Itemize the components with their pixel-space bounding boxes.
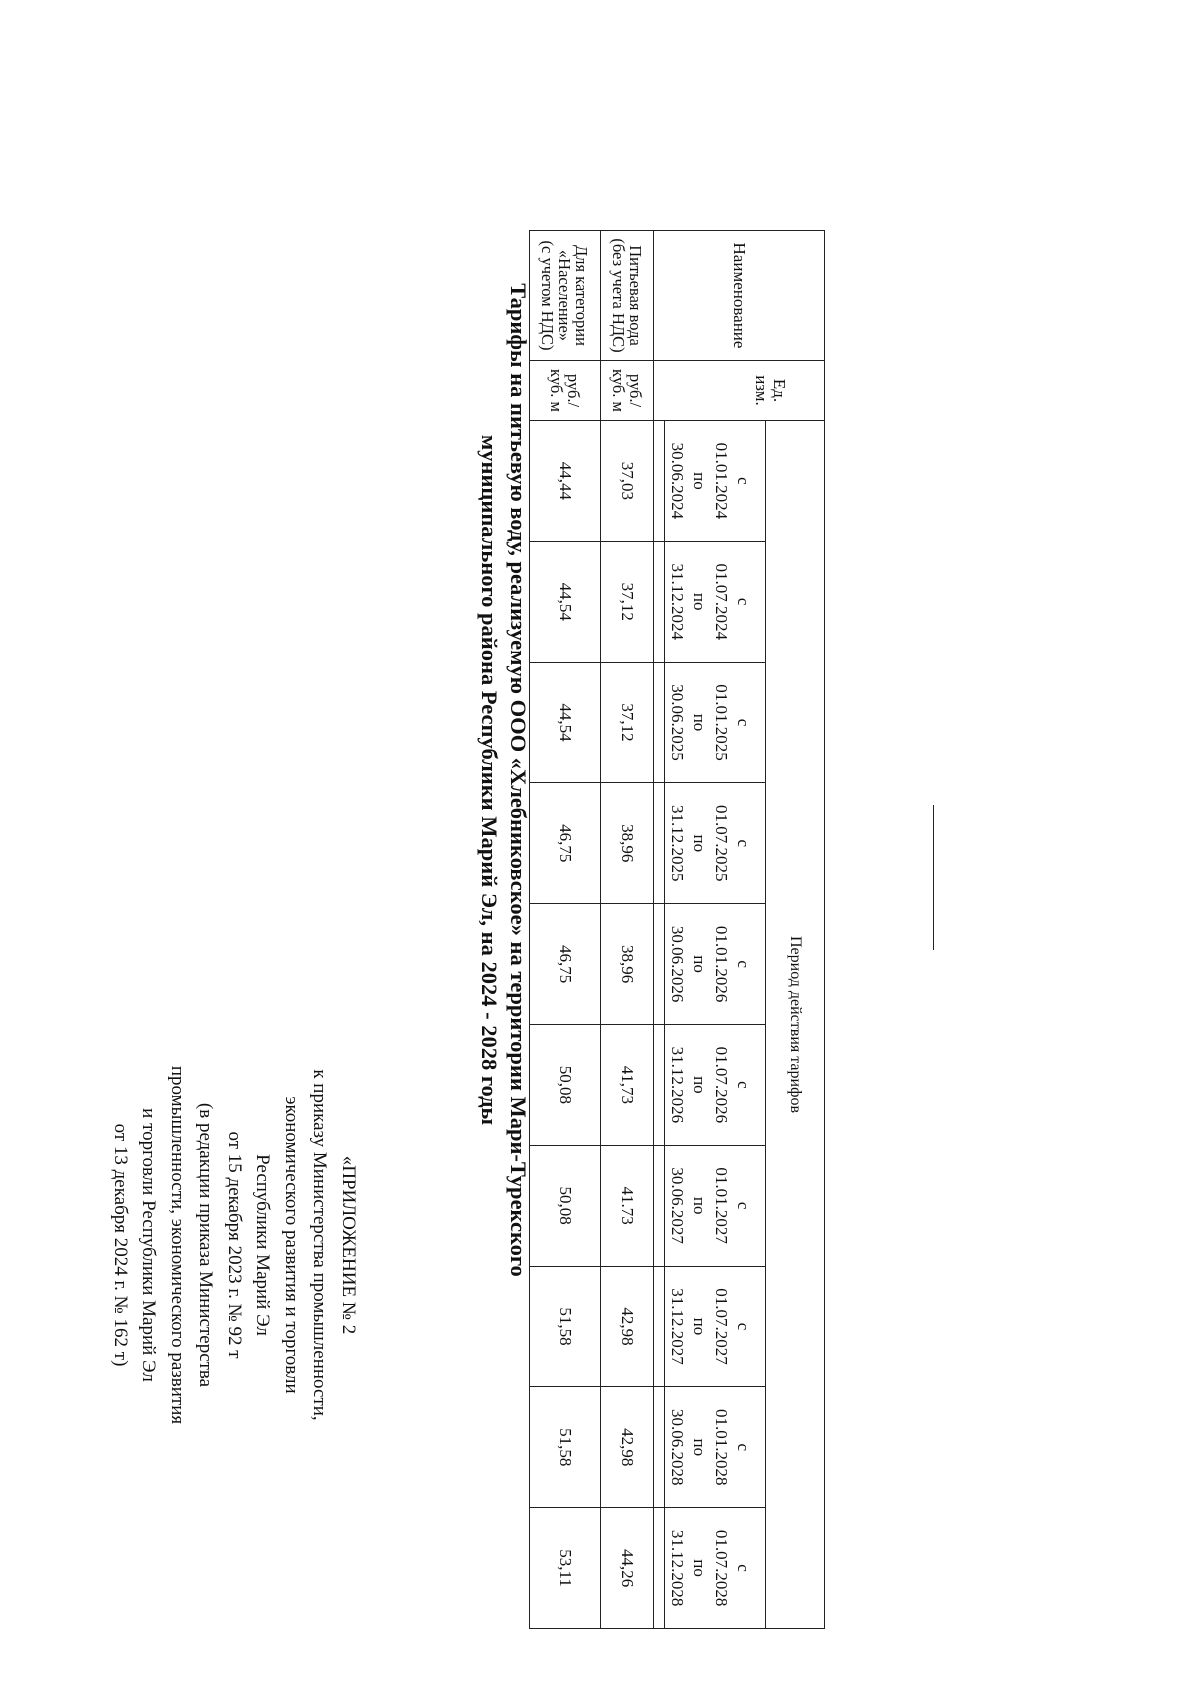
period-cell xyxy=(654,783,766,904)
tariff-value: 53,11 xyxy=(530,1508,601,1629)
period-to-word: по xyxy=(690,472,710,490)
period-to-word: по xyxy=(690,713,710,732)
period-cell xyxy=(654,1387,766,1508)
appendix-note-line: «ПРИЛОЖЕНИЕ № 2 xyxy=(338,1155,359,1335)
tariff-table xyxy=(529,230,825,1629)
period-from-date: 01.07.2026 xyxy=(712,1046,732,1124)
tariff-value: 50,08 xyxy=(530,1145,601,1266)
document-title-line-1: Тарифы на питьевую воду, реализуемую ООО «Хлебниковское» на территории Мари-Турекского xyxy=(506,283,531,1277)
period-from-date: 01.07.2028 xyxy=(712,1529,732,1607)
row-name-line: (без учета НДС) xyxy=(609,238,628,353)
period-from-word: с xyxy=(734,1322,754,1331)
table-header-row xyxy=(765,231,824,1629)
period-from-word: с xyxy=(734,1443,754,1452)
period-from-word: с xyxy=(734,1081,754,1089)
row-unit xyxy=(601,361,654,421)
period-from-date: 01.07.2025 xyxy=(712,805,732,882)
tariff-value: 42,98 xyxy=(601,1266,654,1387)
period-from-word: с xyxy=(734,477,754,485)
period-cell xyxy=(654,1508,766,1629)
tariff-value: 44,44 xyxy=(530,421,601,542)
row-name-line: «Население» xyxy=(555,249,575,342)
period-from-word: с xyxy=(734,1201,754,1210)
column-header-unit-line: изм. xyxy=(752,375,771,406)
table-row xyxy=(601,231,654,1629)
period-from-word: с xyxy=(734,839,754,848)
appendix-note-line: (в редакции приказа Министерства xyxy=(195,1102,217,1388)
appendix-note xyxy=(106,1010,363,1480)
period-cell xyxy=(654,541,766,662)
document-title-line-2: муниципального района Республики Марий Эл, на 2024 - 2028 годы xyxy=(477,434,502,1126)
period-dates-row xyxy=(654,231,766,1629)
closing-divider-line xyxy=(933,805,934,950)
appendix-note-line: от 15 декабря 2023 г. № 92 т xyxy=(224,1131,245,1359)
row-unit-line: руб./ xyxy=(564,373,583,408)
period-cell xyxy=(654,1145,766,1266)
tariff-value: 37,12 xyxy=(601,541,654,662)
tariff-value: 37,03 xyxy=(601,421,654,542)
period-from-date: 01.07.2027 xyxy=(712,1288,732,1365)
period-to-date: 31.12.2028 xyxy=(664,1508,688,1628)
row-unit-line: куб. м xyxy=(609,369,628,412)
appendix-note-line: к приказу Министерства промышленности, xyxy=(309,1069,331,1421)
period-to-date: 30.06.2026 xyxy=(664,904,688,1024)
tariff-value: 46,75 xyxy=(530,783,601,904)
tariff-value: 41,73 xyxy=(601,1024,654,1145)
period-cell xyxy=(654,904,766,1025)
appendix-note-line: экономического развития и торговли xyxy=(281,1096,302,1394)
row-unit xyxy=(530,361,601,421)
document-title xyxy=(475,160,533,1400)
tariff-value: 44,54 xyxy=(530,662,601,783)
period-from-date: 01.07.2024 xyxy=(712,563,732,640)
period-to-word: по xyxy=(690,1317,710,1336)
tariff-value: 44,54 xyxy=(530,541,601,662)
period-to-word: по xyxy=(690,1196,710,1215)
column-header-unit xyxy=(654,361,825,421)
tariff-value: 42,98 xyxy=(601,1387,654,1508)
period-from-date: 01.01.2027 xyxy=(712,1167,732,1244)
period-to-word: по xyxy=(690,834,710,853)
row-unit-line: руб./ xyxy=(626,373,645,408)
table-row xyxy=(530,231,601,1629)
period-from-word: с xyxy=(734,597,754,606)
period-to-date: 31.12.2027 xyxy=(664,1267,688,1387)
tariff-value: 44,26 xyxy=(601,1508,654,1629)
period-from-date: 01.01.2025 xyxy=(712,684,732,761)
period-from-date: 01.01.2024 xyxy=(712,442,732,520)
period-to-date: 30.06.2025 xyxy=(664,663,688,783)
period-to-date: 31.12.2025 xyxy=(664,783,688,903)
period-cell xyxy=(654,421,766,542)
appendix-note-line: от 13 декабря 2024 г. № 162 т) xyxy=(110,1123,131,1367)
appendix-note-line: и торговли Республики Марий Эл xyxy=(138,1108,160,1382)
tariff-value: 46,75 xyxy=(530,904,601,1025)
period-to-word: по xyxy=(690,1076,710,1094)
row-name-line: (с учетом НДС) xyxy=(538,240,558,351)
period-from-word: с xyxy=(734,718,754,727)
period-from-date: 01.01.2026 xyxy=(712,925,732,1003)
tariff-value: 51,58 xyxy=(530,1266,601,1387)
appendix-note-line: промышленности, экономического развития xyxy=(167,1065,188,1425)
tariff-value: 41.73 xyxy=(601,1145,654,1266)
tariff-value: 37,12 xyxy=(601,662,654,783)
row-name xyxy=(601,231,654,361)
row-name xyxy=(530,231,601,361)
row-name-line: Питьевая вода xyxy=(626,245,645,346)
column-header-period: Период действия тарифов xyxy=(765,421,824,1629)
row-name-line: Для категории xyxy=(572,245,592,346)
period-cell xyxy=(654,662,766,783)
tariff-value: 38,96 xyxy=(601,783,654,904)
tariff-value: 50,08 xyxy=(530,1024,601,1145)
period-to-date: 30.06.2028 xyxy=(664,1387,688,1507)
tariff-value: 38,96 xyxy=(601,904,654,1025)
period-to-word: по xyxy=(690,1438,710,1457)
column-header-name: Наименование xyxy=(654,231,825,361)
period-from-word: с xyxy=(734,960,754,968)
period-to-word: по xyxy=(690,955,710,973)
period-to-date: 31.12.2026 xyxy=(664,1025,688,1145)
period-to-date: 31.12.2024 xyxy=(664,542,688,662)
period-to-word: по xyxy=(690,1559,710,1577)
tariff-value: 51,58 xyxy=(530,1387,601,1508)
period-cell xyxy=(654,1266,766,1387)
column-header-unit-line: Ед. xyxy=(770,378,789,403)
period-to-date: 30.06.2024 xyxy=(664,421,688,541)
period-cell xyxy=(654,1024,766,1145)
row-unit-line: куб. м xyxy=(547,369,566,412)
appendix-note-line: Республики Марий Эл xyxy=(252,1154,274,1336)
period-from-word: с xyxy=(734,1564,754,1572)
period-to-word: по xyxy=(690,592,710,611)
period-from-date: 01.01.2028 xyxy=(712,1409,732,1486)
period-to-date: 30.06.2027 xyxy=(664,1146,688,1266)
